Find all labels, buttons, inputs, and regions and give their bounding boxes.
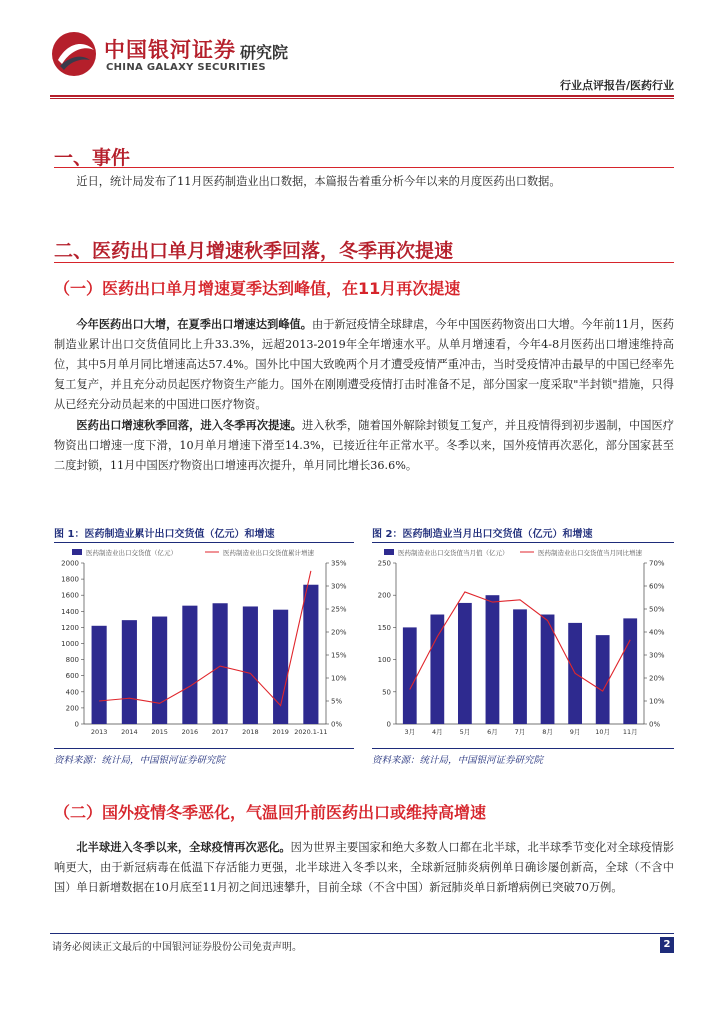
- section1-paragraph: [54, 172, 674, 192]
- section2-body: [54, 314, 674, 476]
- figure1-title: 图 1：医药制造业累计出口交货值（亿元）和增速: [54, 529, 275, 540]
- footer-divider: [50, 933, 674, 934]
- left-tick-label: 1800: [61, 575, 79, 584]
- left-tick-label: 1400: [61, 607, 79, 616]
- figure1-bottom-rule: [54, 748, 354, 749]
- figure1-chart: [54, 545, 354, 740]
- x-tick-label: 2019: [272, 728, 289, 736]
- x-tick-label: 2016: [181, 728, 199, 736]
- x-tick-label: 6月: [487, 728, 498, 736]
- left-tick-label: 2000: [61, 559, 79, 568]
- bar: [273, 610, 288, 724]
- right-tick-label: 20%: [331, 628, 347, 637]
- right-tick-label: 0%: [649, 720, 661, 729]
- chart-legend: [384, 548, 643, 557]
- paragraph-1: [54, 314, 674, 415]
- left-tick-label: 0: [386, 720, 391, 729]
- paragraph-1-lead: 今年医药出口大增，在夏季出口增速达到峰值。: [76, 317, 312, 331]
- x-tick-label: 2014: [121, 728, 138, 736]
- bar: [152, 617, 167, 724]
- logo-english-name: CHINA GALAXY SECURITIES: [106, 62, 266, 73]
- left-tick-label: 1200: [61, 623, 79, 632]
- legend-bar-label: 医药制造业出口交货值（亿元）: [86, 549, 177, 557]
- bar: [303, 585, 318, 724]
- bar: [213, 603, 228, 724]
- left-tick-label: 1000: [61, 640, 79, 648]
- right-tick-label: 60%: [649, 582, 665, 591]
- legend-line-label: 医药制造业出口交货值累计增速: [223, 549, 314, 557]
- subsection1-title: （一）医药出口单月增速夏季达到峰值，在11月再次提速: [54, 279, 461, 298]
- header-divider: [50, 95, 674, 99]
- legend-bar-label: 医药制造业出口交货值当月值（亿元）: [398, 549, 509, 557]
- section2-title: 二、医药出口单月增速秋季回落，冬季再次提速: [54, 240, 454, 262]
- bar: [596, 635, 610, 724]
- bar: [623, 618, 637, 724]
- x-tick-label: 11月: [622, 728, 638, 736]
- paragraph-1-text: 由于新冠疫情全球肆虐，今年中国医药物资出口大增。今年前11月，医药制造业累计出口交货值同比上升33.3%，远超2013-2019年全年增速水平。从单月增速看，今年4-8月医药出口增速维持高位，其中5月单月同比增速高达57.4%。国外比中国大致晚两个月才遭受疫情严重冲击，当时受疫情冲击最早的中国已经率先复工复产，并且充分动员起医疗物资生产能力。国外在刚刚遭受疫情打击时准备不足，部分国家一度采取"半封锁"措施，只得从已经充分动员起来的中国进口医疗物资。: [54, 318, 674, 411]
- chart-legend: [72, 548, 315, 557]
- figure1-source: 资料来源：统计局，中国银河证券研究院: [54, 755, 226, 766]
- paragraph-2: [54, 415, 674, 476]
- bar: [403, 627, 417, 724]
- right-tick-label: 40%: [649, 628, 665, 637]
- figure2-bottom-rule: [372, 748, 674, 749]
- left-tick-label: 100: [377, 656, 391, 665]
- legend-bar-swatch: [72, 549, 82, 555]
- figure1-rule: [54, 542, 354, 543]
- paragraph-2-text: 进入秋季，随着国外解除封锁复工复产，并且疫情得到初步遏制，中国医疗物资出口增速一度下滑，10月单月增速下滑至14.3%，已接近往年正常水平。冬季以来，国外疫情再次恶化，部分国家甚至二度封锁，11月中国医疗物资出口增速再次提升，单月同比增长36.6%。: [54, 419, 674, 472]
- x-tick-label: 10月: [595, 728, 611, 736]
- right-tick-label: 10%: [649, 697, 665, 706]
- figure2-title: 图 2：医药制造业当月出口交货值（亿元）和增速: [372, 529, 593, 540]
- legend-line-label: 医药制造业出口交货值当月同比增速: [538, 549, 642, 557]
- paragraph-3-lead: 北半球进入冬季以来，全球疫情再次恶化。: [76, 840, 291, 854]
- right-tick-label: 5%: [331, 697, 343, 706]
- bar: [243, 606, 258, 724]
- right-tick-label: 30%: [331, 582, 347, 591]
- left-tick-label: 800: [65, 656, 79, 665]
- section1-rule: [54, 167, 674, 168]
- page-number: 2: [660, 937, 674, 953]
- section2b-body: [54, 837, 674, 898]
- bar: [92, 626, 107, 724]
- right-tick-label: 15%: [331, 651, 347, 660]
- figure2-source: 资料来源：统计局，中国银河证券研究院: [372, 755, 544, 766]
- left-tick-label: 250: [377, 559, 391, 568]
- left-tick-label: 0: [74, 720, 79, 729]
- left-tick-label: 600: [65, 672, 79, 681]
- right-tick-label: 25%: [331, 605, 347, 614]
- galaxy-logo-icon: [50, 30, 98, 78]
- figure2-rule: [372, 542, 674, 543]
- x-tick-label: 5月: [459, 728, 471, 736]
- footer-disclaimer: 请务必阅读正文最后的中国银河证券股份公司免责声明。: [52, 942, 302, 953]
- report-type: 行业点评报告/医药行业: [559, 79, 674, 92]
- bar: [486, 595, 500, 724]
- left-tick-label: 1600: [61, 591, 79, 600]
- right-tick-label: 10%: [331, 674, 347, 683]
- right-tick-label: 35%: [331, 559, 347, 568]
- x-tick-label: 2015: [151, 728, 168, 736]
- right-tick-label: 50%: [649, 605, 665, 614]
- x-tick-label: 2018: [242, 728, 259, 736]
- x-tick-label: 9月: [569, 728, 581, 736]
- section2-rule: [54, 262, 674, 263]
- x-tick-label: 2017: [211, 728, 229, 736]
- x-tick-label: 4月: [432, 728, 443, 736]
- right-tick-label: 0%: [331, 720, 343, 729]
- x-tick-label: 7月: [514, 728, 526, 736]
- subsection2-title: （二）国外疫情冬季恶化，气温回升前医药出口或维持高增速: [54, 803, 487, 822]
- logo-institute: 研究院: [240, 43, 289, 62]
- x-tick-label: 3月: [404, 728, 416, 736]
- figure2-chart: [372, 545, 674, 740]
- bar: [182, 606, 197, 724]
- bar: [513, 609, 527, 724]
- paragraph-2-lead: 医药出口增速秋季回落，进入冬季再次提速。: [76, 418, 302, 432]
- right-tick-label: 70%: [649, 559, 665, 568]
- x-tick-label: 2020.1-11: [294, 728, 328, 736]
- x-tick-label: 2013: [90, 728, 108, 736]
- logo-chinese-name: 中国银河证券: [104, 38, 236, 62]
- left-tick-label: 200: [377, 591, 391, 600]
- left-tick-label: 200: [65, 704, 79, 713]
- paragraph-3-text: 因为世界主要国家和绝大多数人口都在北半球，北半球季节变化对全球疫情影响更大，由于新冠病毒在低温下存活能力更强，北半球进入冬季以来，全球新冠肺炎病例单日确诊屡创新高，全球（不含中国）单日新增数据在10月底至11月初之间迅速攀升，目前全球（不含中国）新冠肺炎单日新增病例已突破70万例。: [54, 841, 674, 894]
- bar: [430, 615, 444, 724]
- left-tick-label: 50: [382, 688, 391, 697]
- x-tick-label: 8月: [542, 728, 553, 736]
- right-tick-label: 30%: [649, 651, 665, 660]
- bar: [122, 620, 137, 724]
- section1-text: 近日，统计局发布了11月医药制造业出口数据，本篇报告着重分析今年以来的月度医药出口数据。: [76, 175, 561, 188]
- left-tick-label: 150: [377, 623, 391, 632]
- section1-title: 一、事件: [54, 147, 131, 169]
- paragraph-3: [54, 837, 674, 898]
- right-tick-label: 20%: [649, 674, 665, 683]
- legend-bar-swatch: [384, 549, 394, 555]
- bar: [458, 603, 472, 724]
- left-tick-label: 400: [65, 688, 79, 697]
